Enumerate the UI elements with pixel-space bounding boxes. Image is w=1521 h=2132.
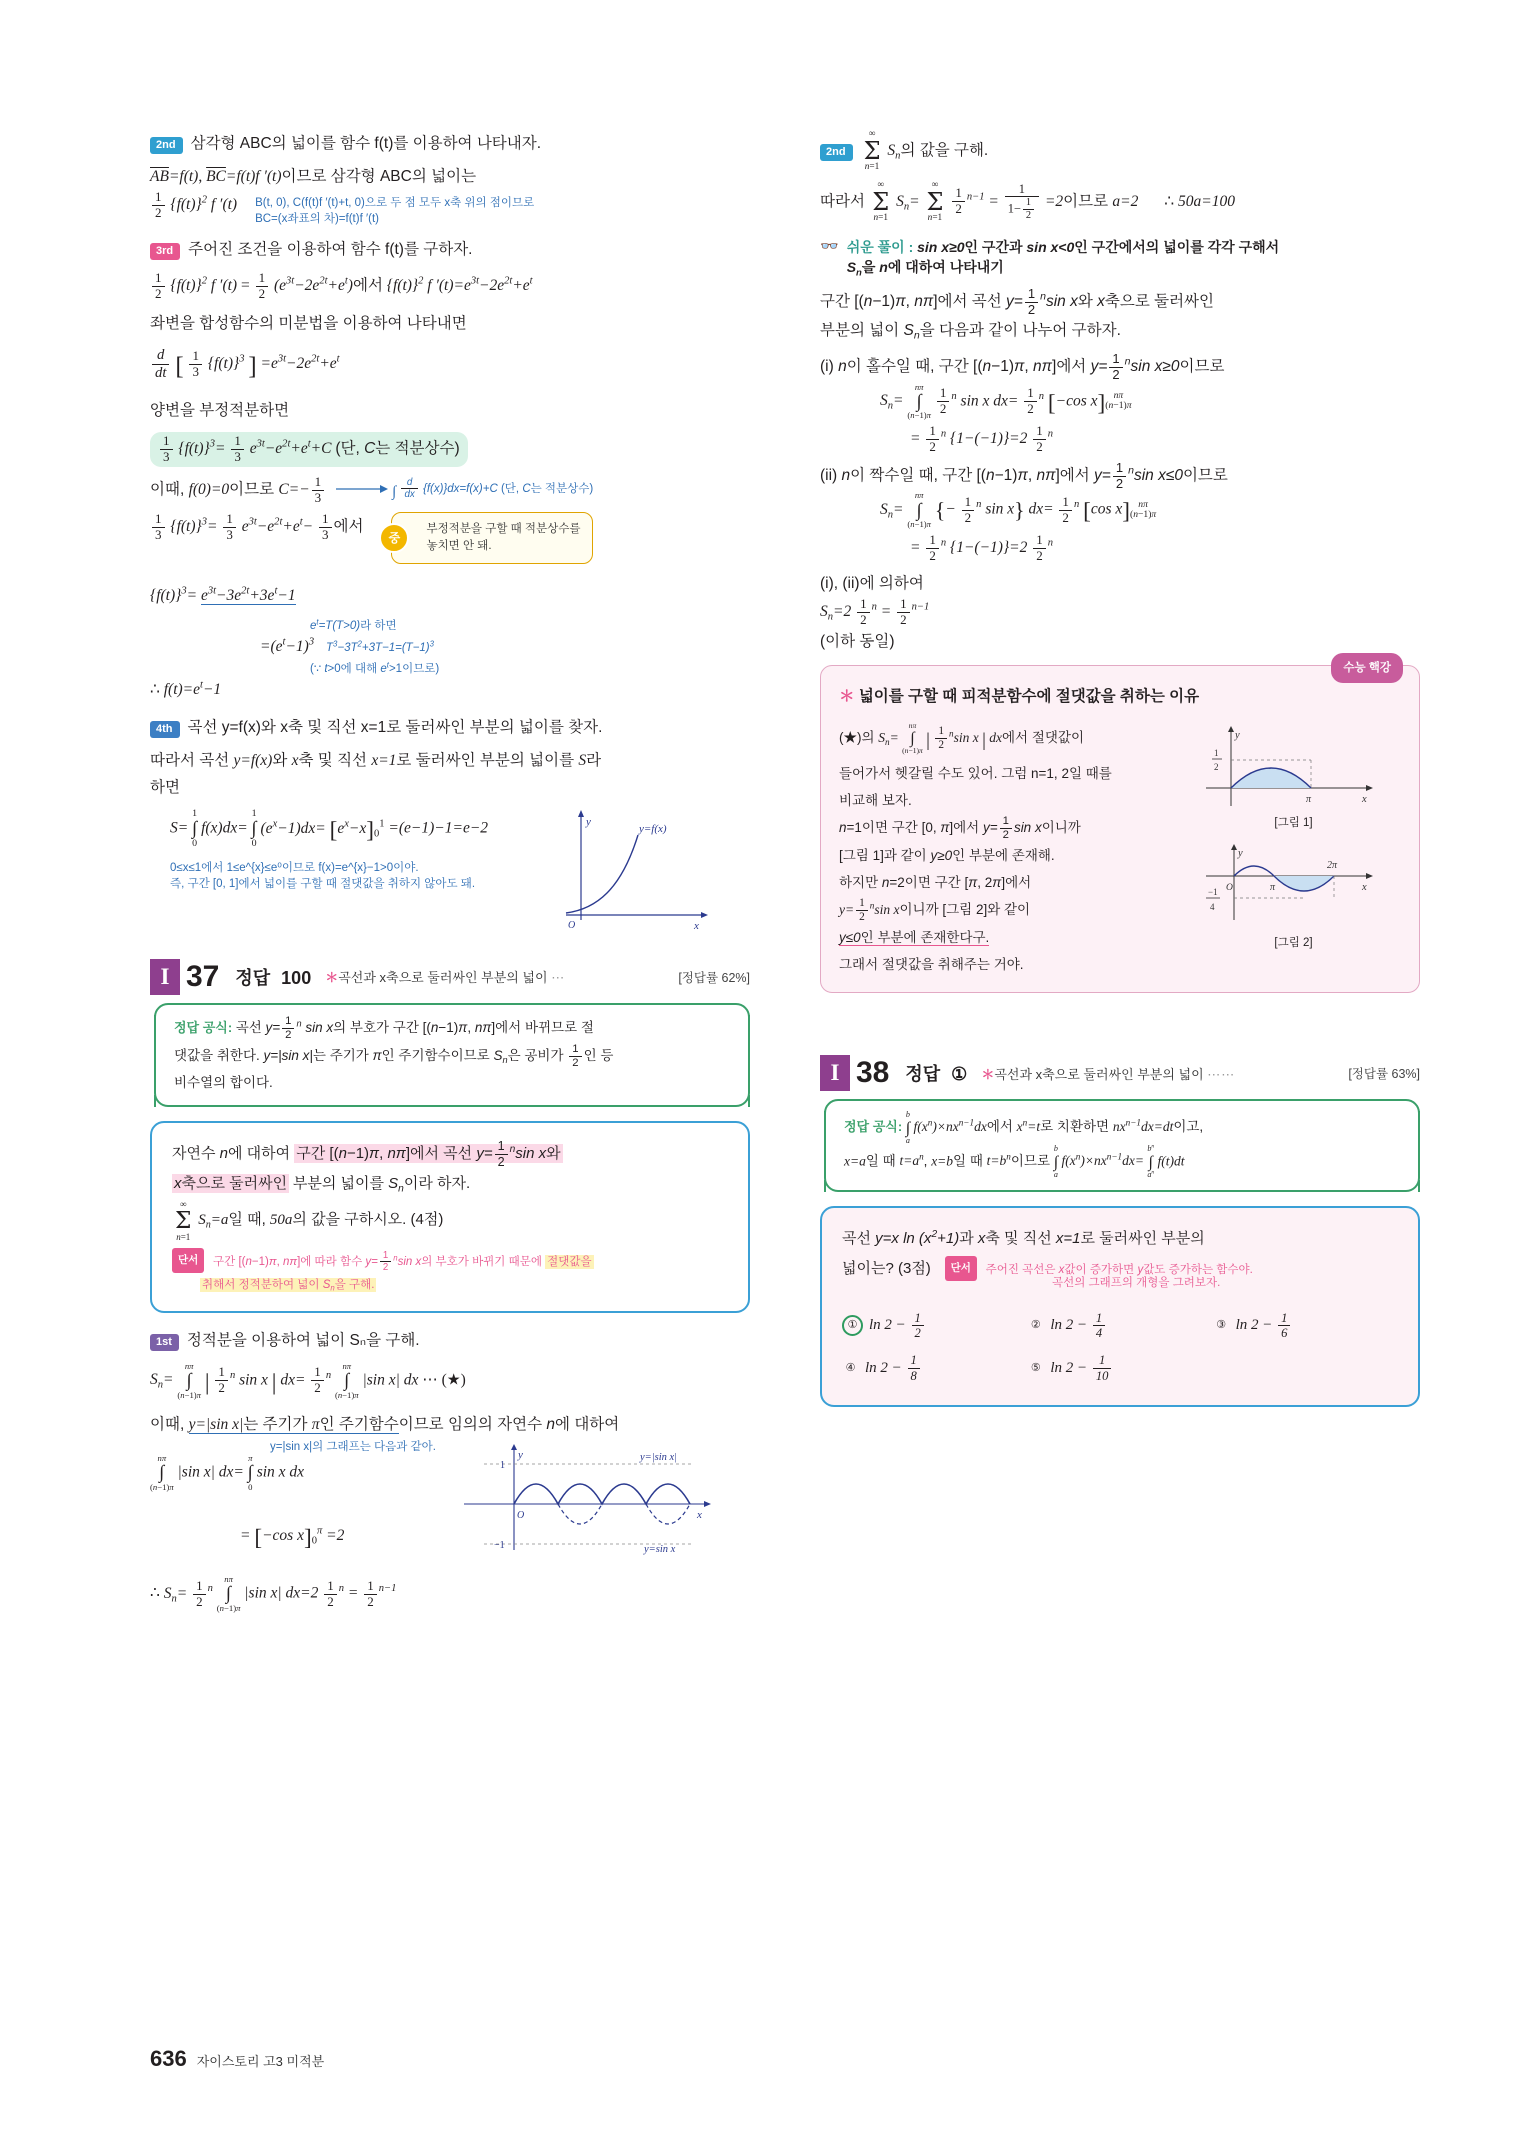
step-badge: 3rd: [150, 243, 180, 260]
problem-number: 38: [856, 1056, 890, 1090]
choice-1-marker: ①: [842, 1315, 863, 1336]
step-badge: 2nd: [820, 144, 853, 161]
left-column: [150, 120, 750, 1621]
choice-5[interactable]: ⑤ ln 2 − $\frac{1}{10}$: [1027, 1347, 1212, 1390]
note-b-coord: B(t, 0), C(f(t)f ′(t)+t, 0)으로 두 점 모두 x축 위의 점이므로: [255, 197, 535, 210]
eq-Sn-final-37: ∴ $S_n=$ $\frac{1}{2}$ $^n$ nπ ∫ (n−1)π |sin x| dx=2 $\frac{1}{2}$ $^n$ = $\frac{1}{2}$ $^{n-1}$: [150, 1574, 397, 1613]
figure-2: [1186, 842, 1401, 954]
arrow-icon: [336, 482, 388, 496]
figure-1-caption: [그림 1]: [1274, 816, 1313, 829]
core-p9: 그래서 절댓값을 취해주는 거야.: [839, 957, 1024, 973]
question-38-hint-2: 곡선의 그래프의 개형을 그려보자.: [1052, 1276, 1221, 1289]
half-area-eq: $\frac{1}{2}$ $\{f(t)\}^2$ f ′(t): [150, 190, 237, 221]
half-area-row: [150, 190, 750, 226]
problem-topic: ＊곡선과 x축으로 둘러싸인 부분의 넓이 ⋯: [325, 970, 566, 986]
core-p2: 들어가서 헷갈릴 수도 있어. 그럼 n=1, 2일 때를: [839, 765, 1112, 781]
svg-text:y: y: [518, 1449, 523, 1462]
step-4th-left: [150, 714, 750, 741]
eq4-row: [150, 512, 750, 565]
question-37-box: [150, 1121, 750, 1312]
core-title: ＊ 넓이를 구할 때 피적분함수에 절댓값을 취하는 이유: [839, 687, 1200, 705]
tip-bubble: [388, 512, 593, 565]
step-badge: 1st: [150, 1334, 179, 1351]
S-def-line2: 하면: [150, 778, 180, 796]
f0-row: [150, 475, 750, 506]
indefinite-line: 양변을 부정적분하면: [150, 401, 290, 419]
note-bc-diff: BC=(x좌표의 차)=f(t)f ′(t): [255, 213, 379, 226]
svg-text:y=f(x): y=f(x): [639, 822, 667, 835]
svg-text:x: x: [697, 1509, 702, 1522]
problem-mark: I: [150, 959, 180, 995]
problem-topic: ＊곡선과 x축으로 둘러싸인 부분의 넓이 ⋯⋯: [981, 1066, 1236, 1082]
eq-antiderivative: $\frac{1}{3}$ $\{f(t)\}^3=$ $\frac{1}{3}$ $e^{3t}-e^{2t}+e^t+C$ (단, C는 적분상수): [150, 432, 750, 467]
S-def-line1: 따라서 곡선 y=f(x)와 x축 및 직선 x=1로 둘러싸인 부분의 넓이를 S라: [150, 751, 602, 769]
core-p6: 하지만 n=2이면 구간 [π, 2π]에서: [839, 874, 1032, 890]
choice-3[interactable]: ③ ln 2 − $\frac{1}{6}$: [1213, 1304, 1398, 1347]
answer-formula-37: [154, 1003, 750, 1107]
problem-mark: I: [820, 1055, 850, 1091]
note-integral-rule: ∫ $\frac{d}{dx}$ {f(x)}dx=f(x)+C (단, C는 적분상수): [392, 476, 594, 501]
core-p3: 비교해 보자.: [839, 792, 912, 808]
question-38-box: [820, 1206, 1420, 1407]
core-badge: 수능 핵강: [1331, 653, 1403, 683]
note-T-sub: $e^t=T(T>0)$라 하면: [310, 617, 397, 633]
question-hint-37-line2: 취해서 정적분하여 넓이 $S_n$을 구해.: [202, 1278, 375, 1293]
choice-2-marker: ②: [1030, 1319, 1041, 1332]
svg-text:π: π: [1306, 793, 1312, 805]
eq-with-c: $\frac{1}{3}$ $\{f(t)\}^3=$ $\frac{1}{3}$ $e^{3t}-e^{2t}+e^t-$ $\frac{1}{3}$ 에서: [150, 512, 363, 543]
case-2-eq-1: $S_n=$ nπ ∫ (n−1)π {− $\frac{1}{2}$ $^n$ sin x} dx= $\frac{1}{2}$ $^n$ [cos x] nπ (n−1)π: [880, 490, 1157, 530]
step-text: 곡선 y=f(x)와 x축 및 직선 x=1로 둘러싸인 부분의 넓이를 찾자.: [187, 718, 603, 736]
choice-5-marker: ⑤: [1030, 1361, 1041, 1374]
svg-text:−1: −1: [1208, 887, 1218, 898]
book-title: 자이스토리 고3 미적분: [196, 2054, 325, 2069]
formula-line-1: 정답 공식: 곡선 y= $\frac{1}{2}$ $^n$ sin x의 부호가 구간 [(n−1)π, nπ]에서 바뀌므로 절: [174, 1014, 594, 1042]
S-eq-row: [150, 801, 750, 932]
problem-38-header: [820, 1055, 1420, 1091]
svg-text:2: 2: [1214, 761, 1219, 772]
eq-half-cube: $\frac{1}{2}$ $\{f(t)\}^2$ f ′(t) = $\frac{1}{2}$ $(e^{3t}-2e^{2t}+e^t)$에서 $\{f(t)\}^2$ f $'(t)=e^{3t}-2e^{2t}+e^t$: [150, 271, 750, 302]
eq-S: S= 1 ∫ 0 f(x)dx= 1 ∫ 0 $(e^x-1)dx= [e^x-x]_0^1 =(e-1)-1=e-2$: [170, 807, 489, 849]
case-1-line: (i) n이 홀수일 때, 구간 [(n−1)π, nπ]에서 y= $\frac{1}{2}$ $^n$sin x≥0이므로: [820, 350, 1225, 382]
eq-Sn-37: $S_n=$ nπ ∫ (n−1)π | $\frac{1}{2}$ $^n$ sin x | dx= $\frac{1}{2}$ $^n$ nπ ∫ (n−1)π |sin x| dx ⋯ (★): [150, 1360, 466, 1400]
note-et-gt1: (∵ t>0에 대해 $e^t>1$이므로): [310, 660, 440, 676]
case-2-eq-2: = $\frac{1}{2}$ $^n$ {1−(−1)}=2 $\frac{1}{2}$ $^n$: [910, 531, 1054, 563]
choice-1[interactable]: ① ln 2 − $\frac{1}{2}$: [842, 1304, 1027, 1347]
question-line-2: x축으로 둘러싸인 부분의 넓이를 $S_n$이라 하자.: [174, 1175, 471, 1195]
period-line: 이때, y=|sin x|는 주기가 π인 주기함수이므로 임의의 자연수 n에 대하여: [150, 1416, 620, 1434]
core-p4: n=1이면 구간 [0, π]에서 y= $\frac{1}{2}$ sin x이니까: [839, 814, 1081, 841]
question-hint-37: 단서 구간 [(n−1)π, nπ]에 따라 함수 y= $\frac{1}{2}$ $^n$sin x의 부호가 바뀌기 때문에 절댓값을: [172, 1246, 728, 1276]
choice-3-marker: ③: [1216, 1319, 1227, 1332]
conclusion-line-2: $S_n=2$ $\frac{1}{2}$ $^n$ = $\frac{1}{2}$ $^{n-1}$: [820, 595, 930, 627]
easy-line-1: 구간 [(n−1)π, nπ]에서 곡선 y= $\frac{1}{2}$ $^n$sin x와 x축으로 둘러싸인: [820, 285, 1214, 317]
svg-text:−1: −1: [494, 1540, 505, 1552]
step-3rd-left: [150, 236, 750, 263]
note-S1: 0≤x≤1에서 1≤e^{x}≤e⁰이므로 f(x)=e^{x}−1>0이야.: [170, 862, 419, 875]
problem-rate: [정답률 63%]: [1348, 1067, 1420, 1082]
figure-exp-curve: [526, 805, 716, 932]
f0-line: 이때, f(0)=0이므로 C=− $\frac{1}{3}$: [150, 475, 326, 506]
conclusion-line-1: (i), (ii)에 의하여: [820, 574, 924, 592]
formula-line-3: 비수열의 합이다.: [174, 1074, 273, 1090]
step-1st-37: [150, 1327, 750, 1354]
conclusion-line-3: (이하 동일): [820, 632, 895, 650]
glasses-icon: 👓: [820, 238, 839, 256]
svg-text:1: 1: [1214, 747, 1219, 758]
eq-cube: $\{f(t)\}^3= e^{3t}-3e^{2t}+3e^t-1$: [150, 585, 296, 605]
eq-f-final: ∴ $f(t)=e^t-1$: [150, 680, 222, 699]
figure-1: [1186, 722, 1401, 834]
choice-4-marker: ④: [845, 1361, 856, 1374]
note-S2: 즉, 구간 [0, 1]에서 넓이를 구할 때 절댓값을 취하지 않아도 돼.: [170, 878, 476, 891]
svg-text:O: O: [1226, 883, 1233, 894]
easy-line2: $S_n$을 n에 대하여 나타내기: [846, 259, 1004, 279]
step-badge: 4th: [150, 721, 180, 738]
formula-38-line-2: x=a일 때 $t=a^n$, x=b일 때 $t=b^n$이므로 b ∫ a $f(x^n)\times nx^{n-1}dx=$ $b^n$ ∫ $a^n$ f(t)dt: [844, 1144, 1185, 1180]
problem-number: 37: [186, 959, 220, 993]
tip-text: 부정적분을 구할 때 적분상수를 놓치면 안 돼.: [426, 522, 581, 552]
step-text: 삼각형 ABC의 넓이를 함수 f(t)를 이용하여 나타내자.: [190, 135, 542, 152]
step-text: 정적분을 이용하여 넓이 Sₙ을 구해.: [186, 1331, 420, 1349]
choice-list-38: [842, 1304, 1398, 1389]
step-2nd-left: [150, 130, 750, 157]
formula-38-line-1: 정답 공식: b ∫ a $f(x^n)\times nx^{n-1}dx$에서 $x^n=t$로 치환하면 $nx^{n-1}dx=dt$이고,: [844, 1110, 1204, 1145]
step-2nd-right: [820, 130, 1420, 173]
core-p1: (★)의 $S_n=$ nπ ∫ (n−1)π | $\frac{1}{2}$ $^n$sin x | dx에서 절댓값이: [839, 721, 1084, 756]
note-abs-graph: y=|sin x|의 그래프는 다음과 같아.: [270, 1441, 436, 1454]
problem-answer: 정답 100: [235, 967, 312, 988]
case-2-line: (ii) n이 짝수일 때, 구간 [(n−1)π, nπ]에서 y= $\frac{1}{2}$ $^n$sin x≤0이므로: [820, 459, 1228, 491]
svg-text:x: x: [1362, 793, 1367, 805]
svg-text:2π: 2π: [1327, 860, 1338, 872]
ab-line: $\overline{AB}=f(t)$, $\overline{BC}=f(t)f$ ′(t)이므로 삼각형 ABC의 넓이는: [150, 168, 477, 186]
page-number: 636: [150, 2046, 187, 2071]
eq-derivative: $\frac{d}{dt}$ [ $\frac{1}{3}$ $\{f(t)\}^3$ ] $=e^{3t}-2e^{2t}+e^t$: [150, 345, 750, 388]
easy-title: 쉬운 풀이 :: [846, 239, 914, 256]
svg-text:y: y: [1238, 848, 1243, 860]
answer-formula-38: [824, 1099, 1420, 1192]
step-badge: 2nd: [150, 137, 183, 154]
case-1-eq-1: $S_n=$ nπ ∫ (n−1)π $\frac{1}{2}$ $^n$ sin x dx= $\frac{1}{2}$ $^n$ [−cos x] nπ (n−1)π: [880, 381, 1132, 421]
svg-text:π: π: [1270, 882, 1276, 894]
svg-text:4: 4: [1210, 902, 1215, 913]
svg-text:O: O: [517, 1510, 525, 1522]
step-text: 주어진 조건을 이용하여 함수 f(t)를 구하자.: [188, 241, 473, 259]
formula-line-2: 댓값을 취한다. y=|sin x|는 주기가 π인 주기함수이므로 $S_n$은 공비가 $\frac{1}{2}$ 인 등: [174, 1042, 614, 1069]
easy-solution-heading: 👓 쉬운 풀이 : sin x≥0인 구간과 sin x<0인 구간에서의 넓이를 각각 구해서 $S_n$을 n에 대하여 나타내기: [820, 238, 1280, 279]
svg-text:O: O: [568, 919, 576, 931]
suneung-core-box: [820, 661, 1420, 993]
question-38-line-2: 넓이는? (3점) 단서 주어진 곡선은 x값이 증가하면 y값도 증가하는 함수야.: [842, 1254, 1398, 1284]
core-p5: [그림 1]과 같이 y≥0인 부분에 존재해.: [839, 847, 1055, 863]
easy-line-2: 부분의 넓이 $S_n$을 다음과 같이 나누어 구하자.: [820, 322, 1121, 343]
question-line-1: 자연수 n에 대하여 구간 [(n−1)π, nπ]에서 곡선 y= $\frac{1}{2}$ $^n$sin x와: [172, 1139, 561, 1169]
eq-series-sum: 따라서 ∞ Σ n=1 $S_n=$ ∞ Σ n=1 $\frac{1}{2}$ $^{n-1}$ = 1 1− $\frac{1}{2}$ =2이므로 a=2 ∴ 50a=100: [820, 179, 1235, 223]
svg-text:x: x: [1362, 882, 1367, 894]
question-line-3: ∞ Σ n=1 $S_n=a$일 때, 50a의 값을 구하시오. (4점): [175, 1199, 444, 1242]
figure-abs-sin: [454, 1442, 719, 1557]
svg-text:y: y: [1235, 729, 1240, 741]
tip-chip: 중: [379, 523, 409, 553]
choice-2[interactable]: ② ln 2 − $\frac{1}{4}$: [1027, 1304, 1212, 1347]
question-38-line-1: 곡선 y=x $\ln (x^2+1)$과 x축 및 직선 x=1로 둘러싸인 부분의: [842, 1228, 1205, 1247]
svg-text:y: y: [586, 815, 591, 828]
problem-rate: [정답률 62%]: [678, 970, 750, 985]
problem-37-header: [150, 959, 750, 995]
int-and-graph-row: [150, 1438, 750, 1561]
svg-text:y=sin x: y=sin x: [644, 1544, 676, 1556]
step-text: ∞ Σ n=1 $S_n$의 값을 구해.: [863, 129, 989, 173]
eq-int-period: nπ ∫ (n−1)π |sin x| dx= π ∫ 0 sin x dx: [150, 1453, 305, 1492]
choice-4[interactable]: ④ ln 2 − $\frac{1}{8}$: [842, 1347, 1027, 1390]
eq-cube-factored: $=(e^t-1)^3$ $T^3-3T^2+3T-1=(T-1)^3$: [260, 637, 434, 656]
page-footer: [150, 2046, 324, 2072]
svg-text:x: x: [694, 919, 699, 932]
problem-answer: 정답 ①: [905, 1064, 968, 1085]
right-column: [820, 120, 1420, 1421]
svg-text:y=|sin x|: y=|sin x|: [640, 1452, 678, 1464]
eq-int-result: = [−cos $x]_0^\pi =2$: [240, 1524, 345, 1551]
svg-text:1: 1: [500, 1460, 505, 1472]
core-p8: y≤0인 부분에 존재한다구.: [839, 930, 990, 946]
figure-2-caption: [그림 2]: [1274, 937, 1313, 950]
case-1-eq-2: = $\frac{1}{2}$ $^n$ {1−(−1)}=2 $\frac{1}{2}$ $^n$: [910, 422, 1054, 454]
core-p7: y= $\frac{1}{2}$ $^n$sin x이니까 [그림 2]와 같이: [839, 897, 1031, 924]
chain-rule-line: 좌변을 합성함수의 미분법을 이용하여 나타내면: [150, 315, 467, 333]
